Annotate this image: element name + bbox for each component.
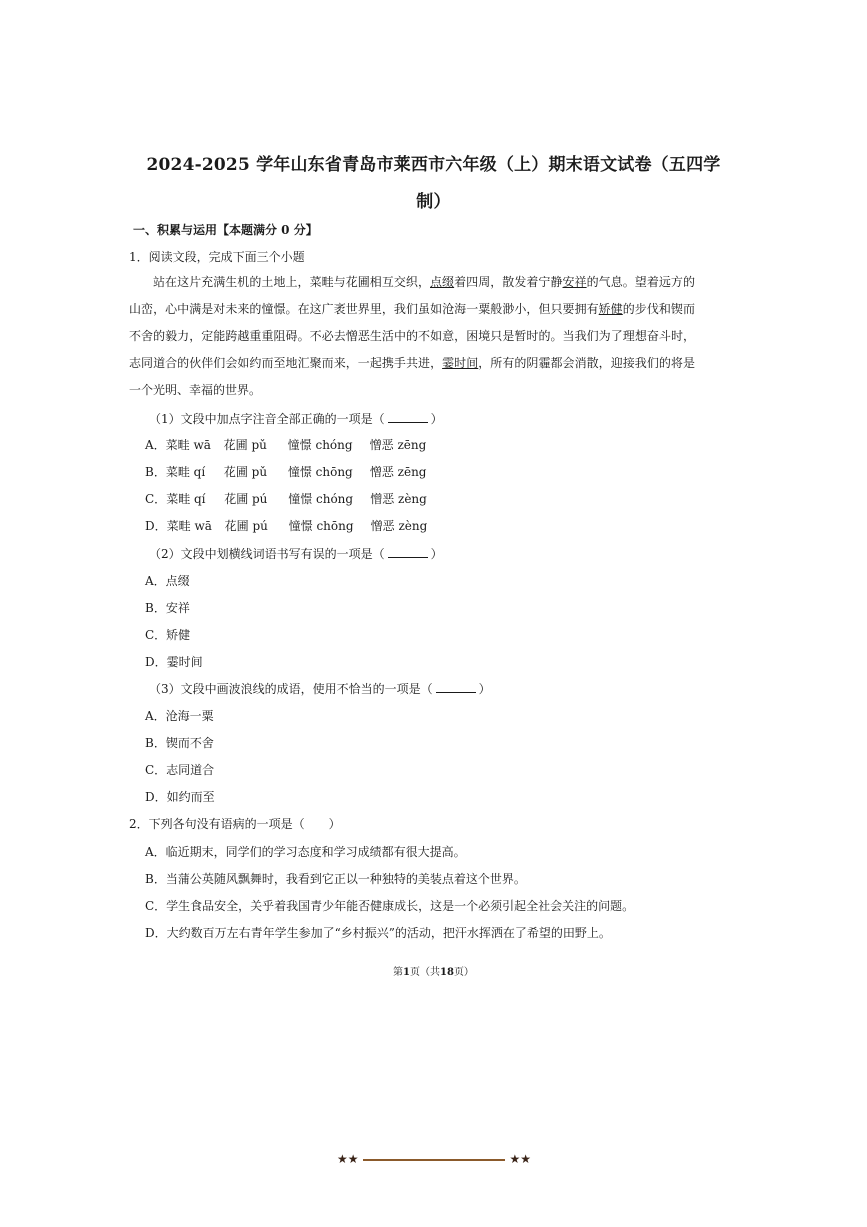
question-2-stem: 2．下列各句没有语病的一项是（ ） [129, 817, 341, 831]
option-row[interactable] [145, 491, 427, 507]
option-cell: 菜畦 qí [166, 492, 206, 506]
option-item[interactable]: C．学生食品安全，关乎着我国青少年能否健康成长，这是一个必须引起全社会关注的问题。 [145, 899, 635, 913]
section-heading: 一、积累与运用【本题满分 0 分】 [133, 223, 318, 237]
ornament-divider [363, 1159, 505, 1161]
option-item[interactable]: D．如约而至 [145, 790, 215, 804]
current-page: 1 [403, 967, 411, 978]
option-cell: 憧憬 chōng [287, 465, 353, 479]
option-item[interactable]: B．锲而不舍 [145, 736, 214, 750]
answer-blank[interactable] [436, 681, 476, 693]
page-number-prefix: 第 [393, 967, 404, 978]
passage-text-1: 站在这片充满生机的土地上，菜畦与花圃相互交织， [153, 275, 431, 289]
passage-text-2: 着四周，散发着宁静 [454, 275, 563, 289]
underlined-word-1: 点缀 [430, 275, 455, 289]
subquestion-2-text: （2）文段中划横线词语书写有误的一项是（ [149, 547, 385, 561]
option-cell: 憧憬 chōng [288, 519, 354, 533]
page-number-suffix: 页） [453, 967, 474, 978]
option-letter: B． [145, 465, 166, 479]
option-letter: D． [145, 519, 167, 533]
subquestion-3-stem [149, 681, 491, 697]
star-icon: ★★ [337, 1152, 359, 1166]
subquestion-1-text: （1）文段中加点字注音全部正确的一项是（ [149, 412, 385, 426]
subquestion-1-close: ） [430, 412, 443, 426]
option-item[interactable]: B．当蒲公英随风飘舞时，我看到它正以一种独特的美装点着这个世界。 [145, 872, 526, 886]
subquestion-2-stem [149, 546, 443, 562]
option-item[interactable]: A．沧海一粟 [145, 709, 214, 723]
subquestion-1-stem [149, 411, 443, 427]
option-row[interactable] [145, 518, 427, 534]
option-cell: 花圃 pǔ [223, 465, 268, 479]
option-cell: 菜畦 qí [165, 465, 206, 479]
underlined-word-4: 霎时间 [442, 356, 479, 370]
option-letter: A． [145, 438, 166, 452]
passage-text-4: 的步伐和锲而不舍的毅力，定能跨越重重阻碍。不必去憎恶生活中的不如意，困境只是暂时的。当我们为了理想奋斗时，志同道合的伙伴们会如约而至地汇聚而来，一起携手共进， [129, 302, 695, 370]
passage-text-5: ，所有的阴霾都会消散，迎接我们的将是一个光明、幸福的世界。 [129, 356, 695, 397]
option-item[interactable]: A．点缀 [145, 574, 190, 588]
option-cell: 憎恶 zēng [369, 438, 427, 452]
option-item[interactable]: D．大约数百万左右青年学生参加了“乡村振兴”的活动，把汗水挥洒在了希望的田野上。 [145, 926, 611, 940]
exam-title-line2: 制） [416, 192, 451, 212]
passage-text-3: 的气息。望着远方的山峦，心中满是对未来的憧憬。在这广袤世界里，我们虽如沧海一粟般渺小，但只要拥有 [129, 275, 695, 316]
answer-blank[interactable] [388, 546, 428, 558]
underlined-word-2: 安祥 [562, 275, 587, 289]
reading-passage [129, 269, 695, 404]
option-item[interactable]: D．霎时间 [145, 655, 203, 669]
total-pages: 18 [440, 967, 454, 978]
star-icon: ★★ [509, 1152, 531, 1166]
option-cell: 菜畦 wā [165, 438, 211, 452]
underlined-word-3: 矫健 [598, 302, 623, 316]
option-cell: 花圃 pú [224, 519, 268, 533]
exam-title-line1: 2024-2025 学年山东省青岛市莱西市六年级（上）期末语文试卷（五四学 [146, 155, 721, 175]
subquestion-3-text: （3）文段中画波浪线的成语，使用不恰当的一项是（ [149, 682, 433, 696]
option-item[interactable]: A．临近期末，同学们的学习态度和学习成绩都有很大提高。 [145, 845, 466, 859]
option-item[interactable]: B．安祥 [145, 601, 190, 615]
option-row[interactable] [145, 464, 426, 480]
footer-ornament [337, 1151, 531, 1167]
option-cell: 憧憬 chóng [287, 438, 353, 452]
option-cell: 憎恶 zēng [369, 465, 427, 479]
page-number [0, 963, 867, 978]
option-cell: 花圃 pǔ [223, 438, 267, 452]
subquestion-2-close: ） [430, 547, 443, 561]
option-row[interactable] [145, 437, 426, 453]
option-item[interactable]: C．志同道合 [145, 763, 215, 777]
option-letter: C． [145, 492, 167, 506]
option-cell: 菜畦 wā [166, 519, 212, 533]
option-cell: 花圃 pú [224, 492, 268, 506]
option-item[interactable]: C．矫健 [145, 628, 191, 642]
page-number-middle: 页（共 [410, 967, 441, 978]
subquestion-3-close: ） [478, 682, 491, 696]
option-cell: 憎恶 zèng [370, 492, 427, 506]
question-1-stem: 1．阅读文段，完成下面三个小题 [129, 250, 305, 264]
option-cell: 憧憬 chóng [288, 492, 354, 506]
option-cell: 憎恶 zèng [370, 519, 428, 533]
answer-blank[interactable] [388, 411, 428, 423]
